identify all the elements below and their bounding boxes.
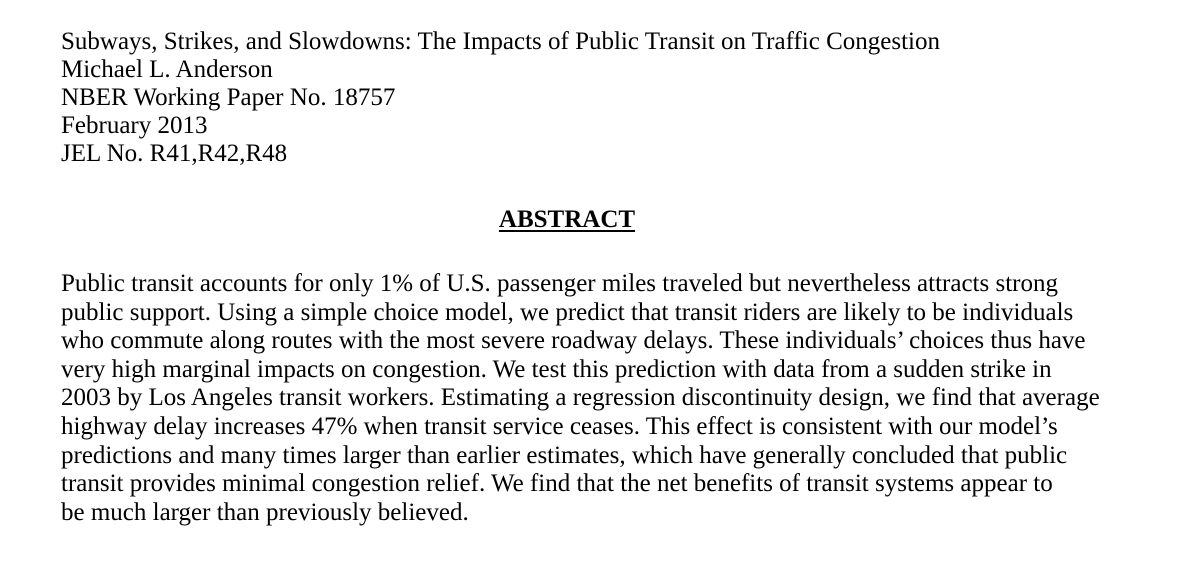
abstract-line: 2003 by Los Angeles transit workers. Estimating a regression discontinuity design, we find that average bbox=[61, 384, 1100, 412]
paper-title: Subways, Strikes, and Slowdowns: The Impacts of Public Transit on Traffic Congestion bbox=[61, 28, 940, 55]
abstract-heading bbox=[0, 205, 1134, 235]
paper-jel-codes: JEL No. R41,R42,R48 bbox=[61, 140, 288, 167]
abstract-line: Public transit accounts for only 1% of U.S. passenger miles traveled but nevertheless attracts strong bbox=[61, 270, 1058, 297]
abstract-line: be much larger than previously believed. bbox=[61, 498, 469, 526]
abstract-line: highway delay increases 47% when transit service ceases. This effect is consistent with our model’s bbox=[61, 412, 1058, 440]
paper-header bbox=[61, 28, 940, 168]
abstract-heading-text: ABSTRACT bbox=[498, 206, 636, 233]
abstract-line: who commute along routes with the most severe roadway delays. These individuals’ choices thus have bbox=[61, 327, 1086, 355]
abstract-line: public support. Using a simple choice model, we predict that transit riders are likely to be individuals bbox=[61, 298, 1074, 326]
paper-date: February 2013 bbox=[61, 112, 208, 139]
abstract-line: transit provides minimal congestion relief. We find that the net benefits of transit systems appear to bbox=[61, 470, 1053, 498]
paper-series: NBER Working Paper No. 18757 bbox=[61, 84, 396, 111]
abstract-body bbox=[61, 270, 1141, 527]
abstract-line: very high marginal impacts on congestion. We test this prediction with data from a sudden strike in bbox=[61, 355, 1052, 383]
abstract-line: predictions and many times larger than earlier estimates, which have generally concluded that public bbox=[61, 441, 1068, 469]
paper-author: Michael L. Anderson bbox=[61, 56, 273, 83]
